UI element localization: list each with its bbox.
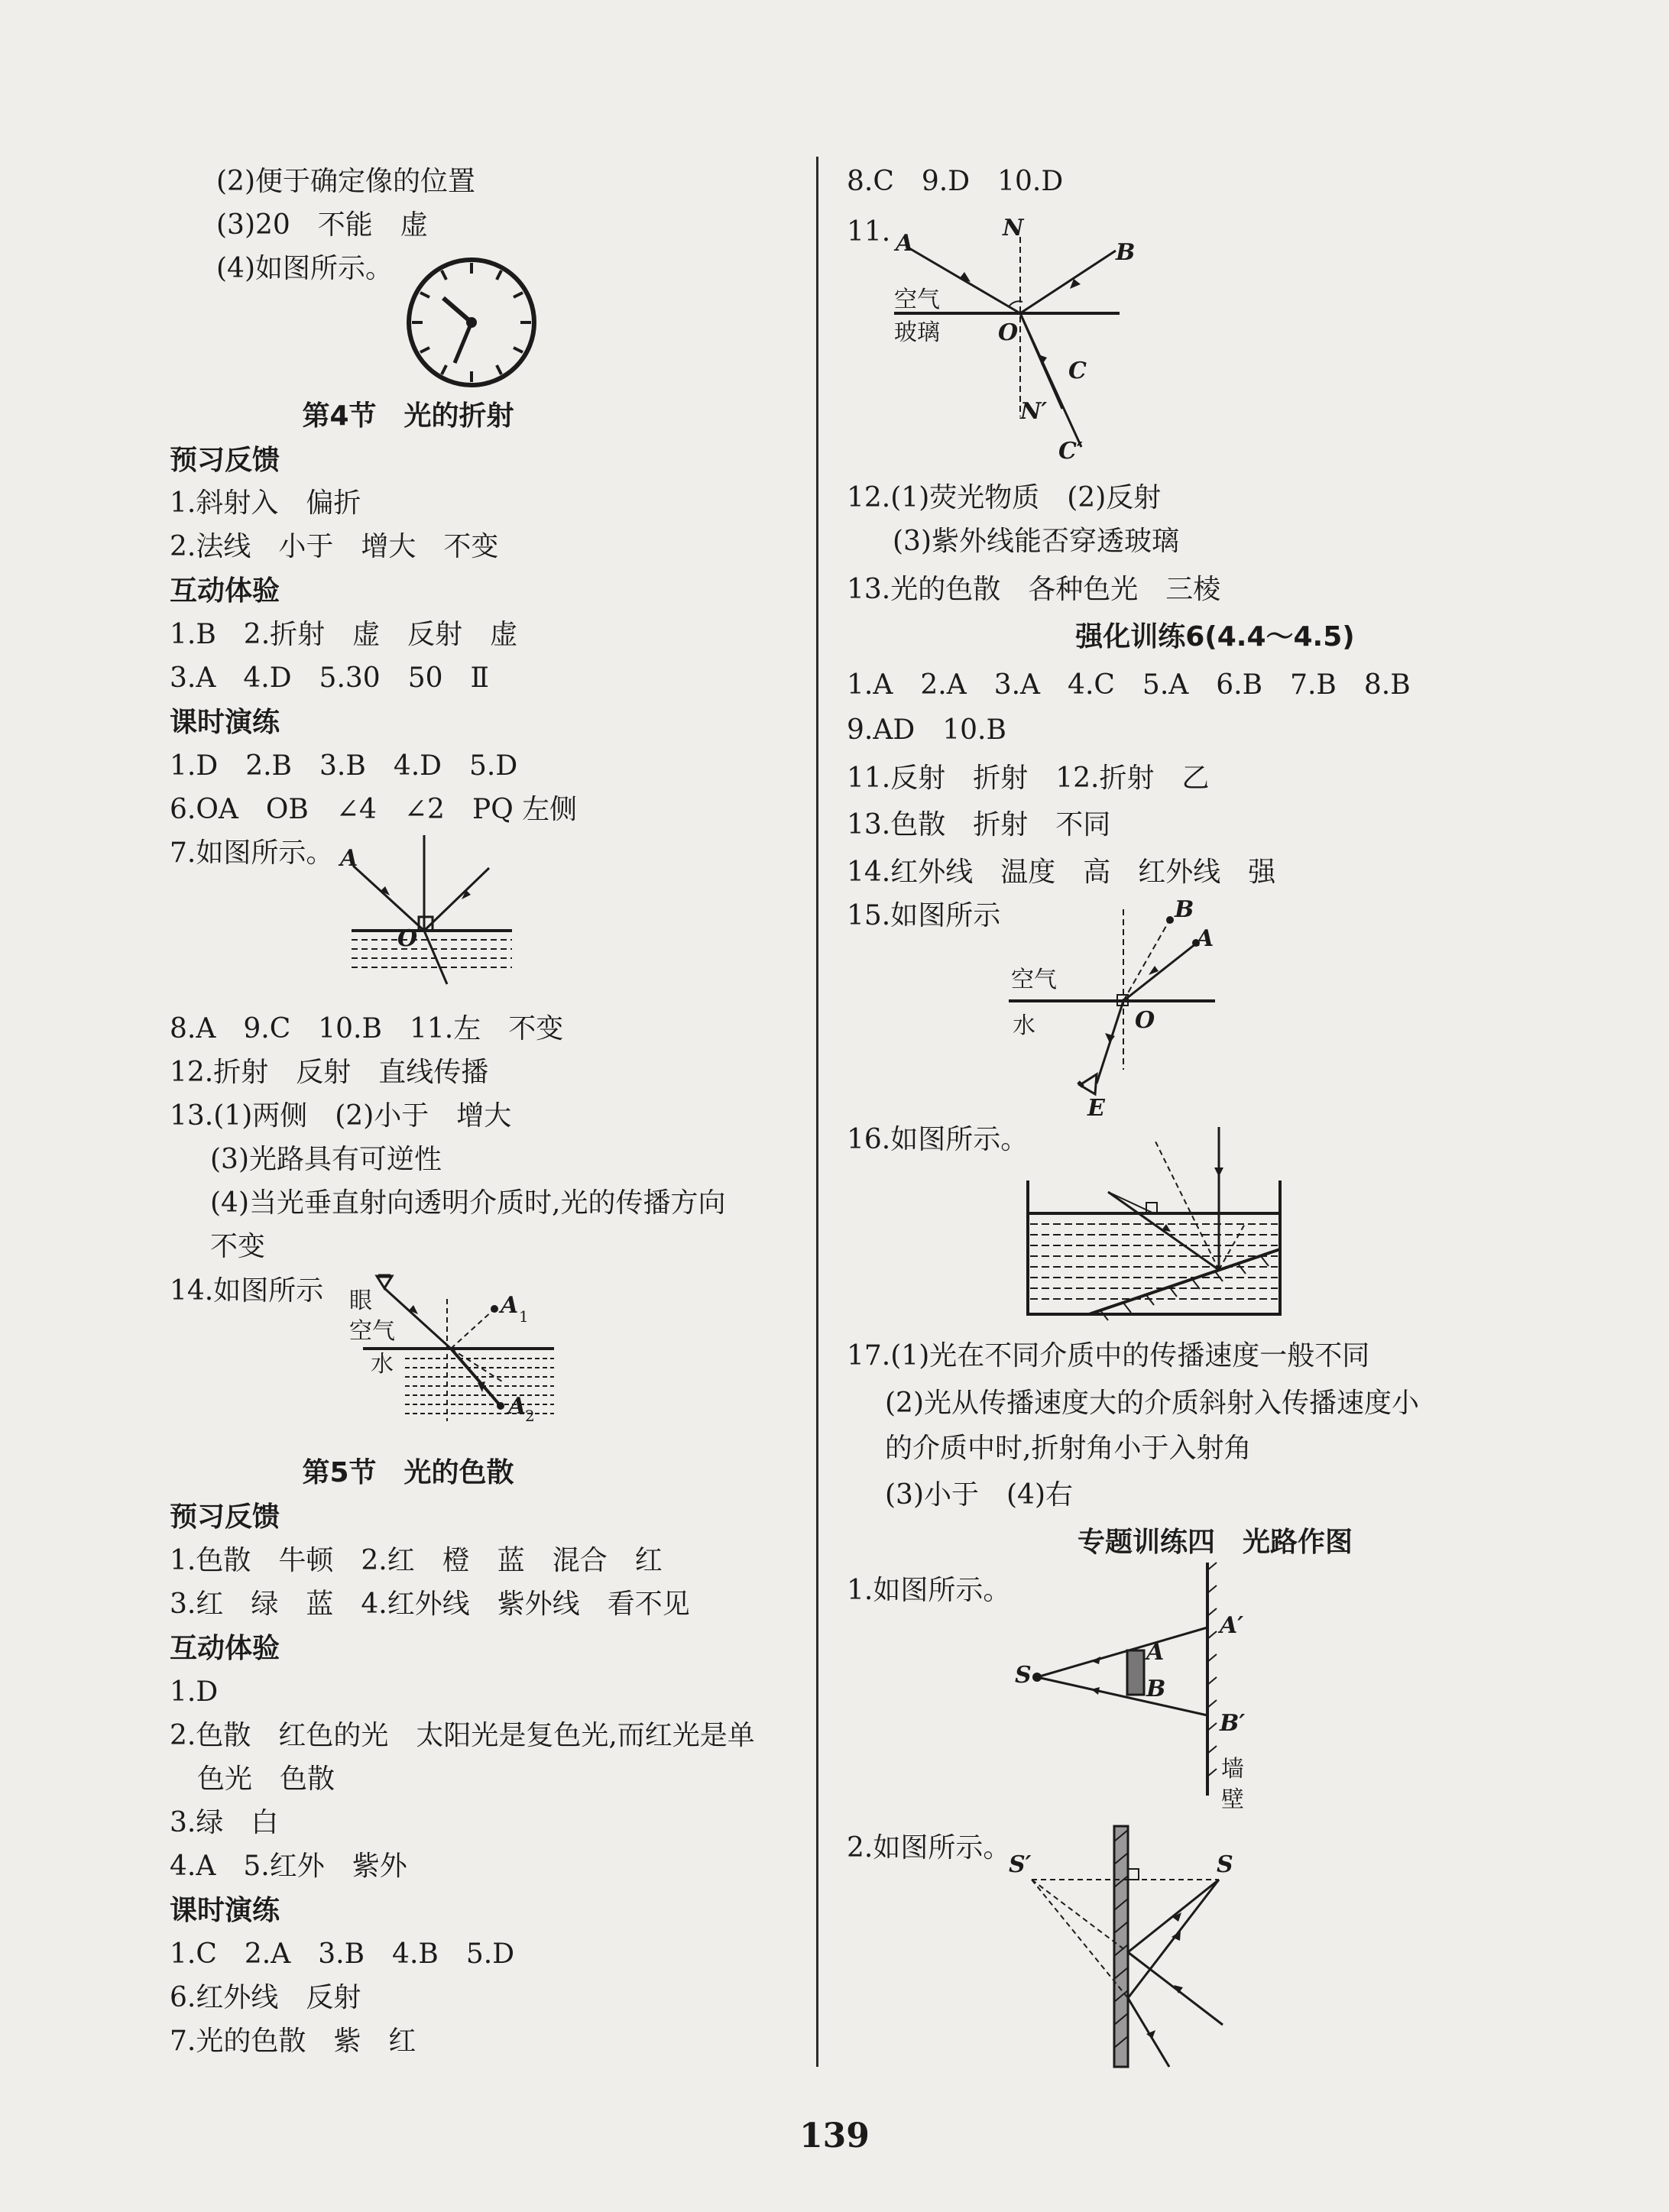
section-title: 专题训练四 光路作图 <box>1077 1527 1353 1558</box>
text-line: 17.(1)光在不同介质中的传播速度一般不同 <box>847 1340 1370 1372</box>
label-wall-1: 墙 <box>1221 1756 1244 1783</box>
text-line: (4)当光垂直射向透明介质时,光的传播方向 <box>210 1187 726 1219</box>
text-line: (3)紫外线能否穿透玻璃 <box>893 526 1179 557</box>
text-line: 2.如图所示。 <box>847 1832 1011 1864</box>
text-line: 1.B 2.折射 虚 反射 虚 <box>170 619 518 650</box>
refraction-figure-15 <box>1005 894 1234 1122</box>
label-water: 水 <box>1013 1012 1035 1039</box>
column-divider <box>816 157 818 2067</box>
label-A: A <box>1196 925 1214 952</box>
text-line: 1.斜射入 偏折 <box>170 487 361 519</box>
label-S: S <box>1217 1851 1233 1878</box>
label-air: 空气 <box>1011 967 1057 993</box>
text-line: (2)便于确定像的位置 <box>216 166 475 197</box>
text-line: 1.如图所示。 <box>847 1575 1011 1606</box>
text-line: 1.色散 牛顿 2.红 橙 蓝 混合 红 <box>170 1545 663 1576</box>
label-E: E <box>1087 1095 1105 1122</box>
label-S: S <box>1015 1662 1032 1689</box>
text-line: (3)光路具有可逆性 <box>210 1144 442 1175</box>
text-line: 4.A 5.红外 紫外 <box>170 1851 407 1882</box>
label-air: 空气 <box>894 287 940 313</box>
text-line: 13.(1)两侧 (2)小于 增大 <box>170 1100 512 1132</box>
label-A-prime: A′ <box>1220 1612 1244 1639</box>
text-line: 7.光的色散 紫 红 <box>170 2026 416 2057</box>
section-title: 强化训练6(4.4～4.5) <box>1075 621 1355 653</box>
refraction-figure-7 <box>336 831 527 992</box>
text-line: 14.红外线 温度 高 红外线 强 <box>847 857 1276 888</box>
text-line: 1.A 2.A 3.A 4.C 5.A 6.B 7.B 8.B <box>847 669 1411 701</box>
label-N2: N′ <box>1020 398 1048 425</box>
label-O: O <box>397 925 418 952</box>
text-line: 13.色散 折射 不同 <box>847 809 1111 840</box>
section-title: 第5节 光的色散 <box>302 1457 514 1488</box>
text-line: 色光 色散 <box>197 1763 335 1795</box>
text-line: 3.A 4.D 5.30 50 Ⅱ <box>170 662 489 694</box>
text-line: 8.A 9.C 10.B 11.左 不变 <box>170 1013 564 1044</box>
label-S-prime: S′ <box>1009 1851 1032 1878</box>
label-air: 空气 <box>349 1318 395 1345</box>
text-line: 13.光的色散 各种色光 三棱 <box>847 574 1221 605</box>
label-B-prime: B′ <box>1220 1710 1246 1737</box>
text-line: (2)光从传播速度大的介质斜射入传播速度小 <box>885 1388 1419 1419</box>
text-line: (4)如图所示。 <box>216 253 393 284</box>
text-line: 3.红 绿 蓝 4.红外线 紫外线 看不见 <box>170 1589 690 1620</box>
section-heading: 互动体验 <box>170 1633 280 1664</box>
text-line: 的介质中时,折射角小于入射角 <box>885 1433 1252 1464</box>
section-heading: 互动体验 <box>170 575 280 607</box>
text-line: (3)20 不能 虚 <box>216 209 428 241</box>
label-B: B <box>1116 239 1136 266</box>
plane-mirror-figure-1 <box>1009 1559 1261 1819</box>
label-water: 水 <box>371 1351 394 1378</box>
refraction-figure-11 <box>886 214 1139 474</box>
label-B: B <box>1175 896 1194 923</box>
text-line: 1.C 2.A 3.B 4.B 5.D <box>170 1938 515 1970</box>
label-C: C <box>1068 358 1087 384</box>
label-A: A <box>896 230 914 257</box>
label-glass: 玻璃 <box>894 319 940 346</box>
text-line: 12.(1)荧光物质 (2)反射 <box>847 482 1162 513</box>
label-A2: A <box>508 1393 527 1420</box>
page-number: 139 <box>799 2116 870 2155</box>
label-N: N <box>1003 215 1024 241</box>
section-heading: 预习反馈 <box>170 1501 280 1533</box>
refraction-figure-14 <box>348 1268 577 1429</box>
text-line: 不变 <box>210 1231 266 1262</box>
text-line: 2.色散 红色的光 太阳光是复色光,而红光是单 <box>170 1720 755 1751</box>
text-line: 6.红外线 反射 <box>170 1982 361 2013</box>
label-A: A <box>340 845 358 872</box>
text-line: 8.C 9.D 10.D <box>847 166 1064 197</box>
text-line: 1.D 2.B 3.B 4.D 5.D <box>170 750 518 782</box>
label-C2: C′ <box>1058 438 1083 465</box>
plane-mirror-figure-2 <box>1009 1822 1238 2074</box>
text-line: 15.如图所示 <box>847 900 1001 931</box>
clock-figure <box>397 252 550 397</box>
label-A2-sub: 2 <box>525 1407 535 1425</box>
text-line: 7.如图所示。 <box>170 837 334 869</box>
section-heading: 课时演练 <box>170 707 280 738</box>
label-wall-2: 壁 <box>1221 1786 1244 1813</box>
reflection-refraction-figure-16 <box>1024 1123 1284 1322</box>
text-line: (3)小于 (4)右 <box>885 1479 1073 1511</box>
label-O: O <box>1135 1007 1155 1034</box>
text-line: 14.如图所示 <box>170 1275 324 1307</box>
text-line: 9.AD 10.B <box>847 714 1006 746</box>
text-line: 16.如图所示。 <box>847 1124 1029 1155</box>
section-heading: 课时演练 <box>170 1895 280 1926</box>
label-A: A <box>1146 1639 1165 1666</box>
text-line: 12.折射 反射 直线传播 <box>170 1057 489 1088</box>
label-A1-sub: 1 <box>519 1307 529 1326</box>
text-line: 6.OA OB ∠4 ∠2 PQ 左侧 <box>170 794 578 825</box>
text-line: 1.D <box>170 1676 219 1708</box>
section-title: 第4节 光的折射 <box>302 400 514 432</box>
text-line: 11. <box>847 216 891 248</box>
label-B: B <box>1146 1676 1166 1702</box>
text-line: 11.反射 折射 12.折射 乙 <box>847 763 1210 794</box>
label-A1: A <box>501 1292 519 1319</box>
label-O: O <box>998 319 1019 346</box>
section-heading: 预习反馈 <box>170 445 280 476</box>
label-eye: 眼 <box>349 1287 372 1314</box>
text-line: 2.法线 小于 增大 不变 <box>170 531 499 562</box>
text-line: 3.绿 白 <box>170 1807 279 1838</box>
